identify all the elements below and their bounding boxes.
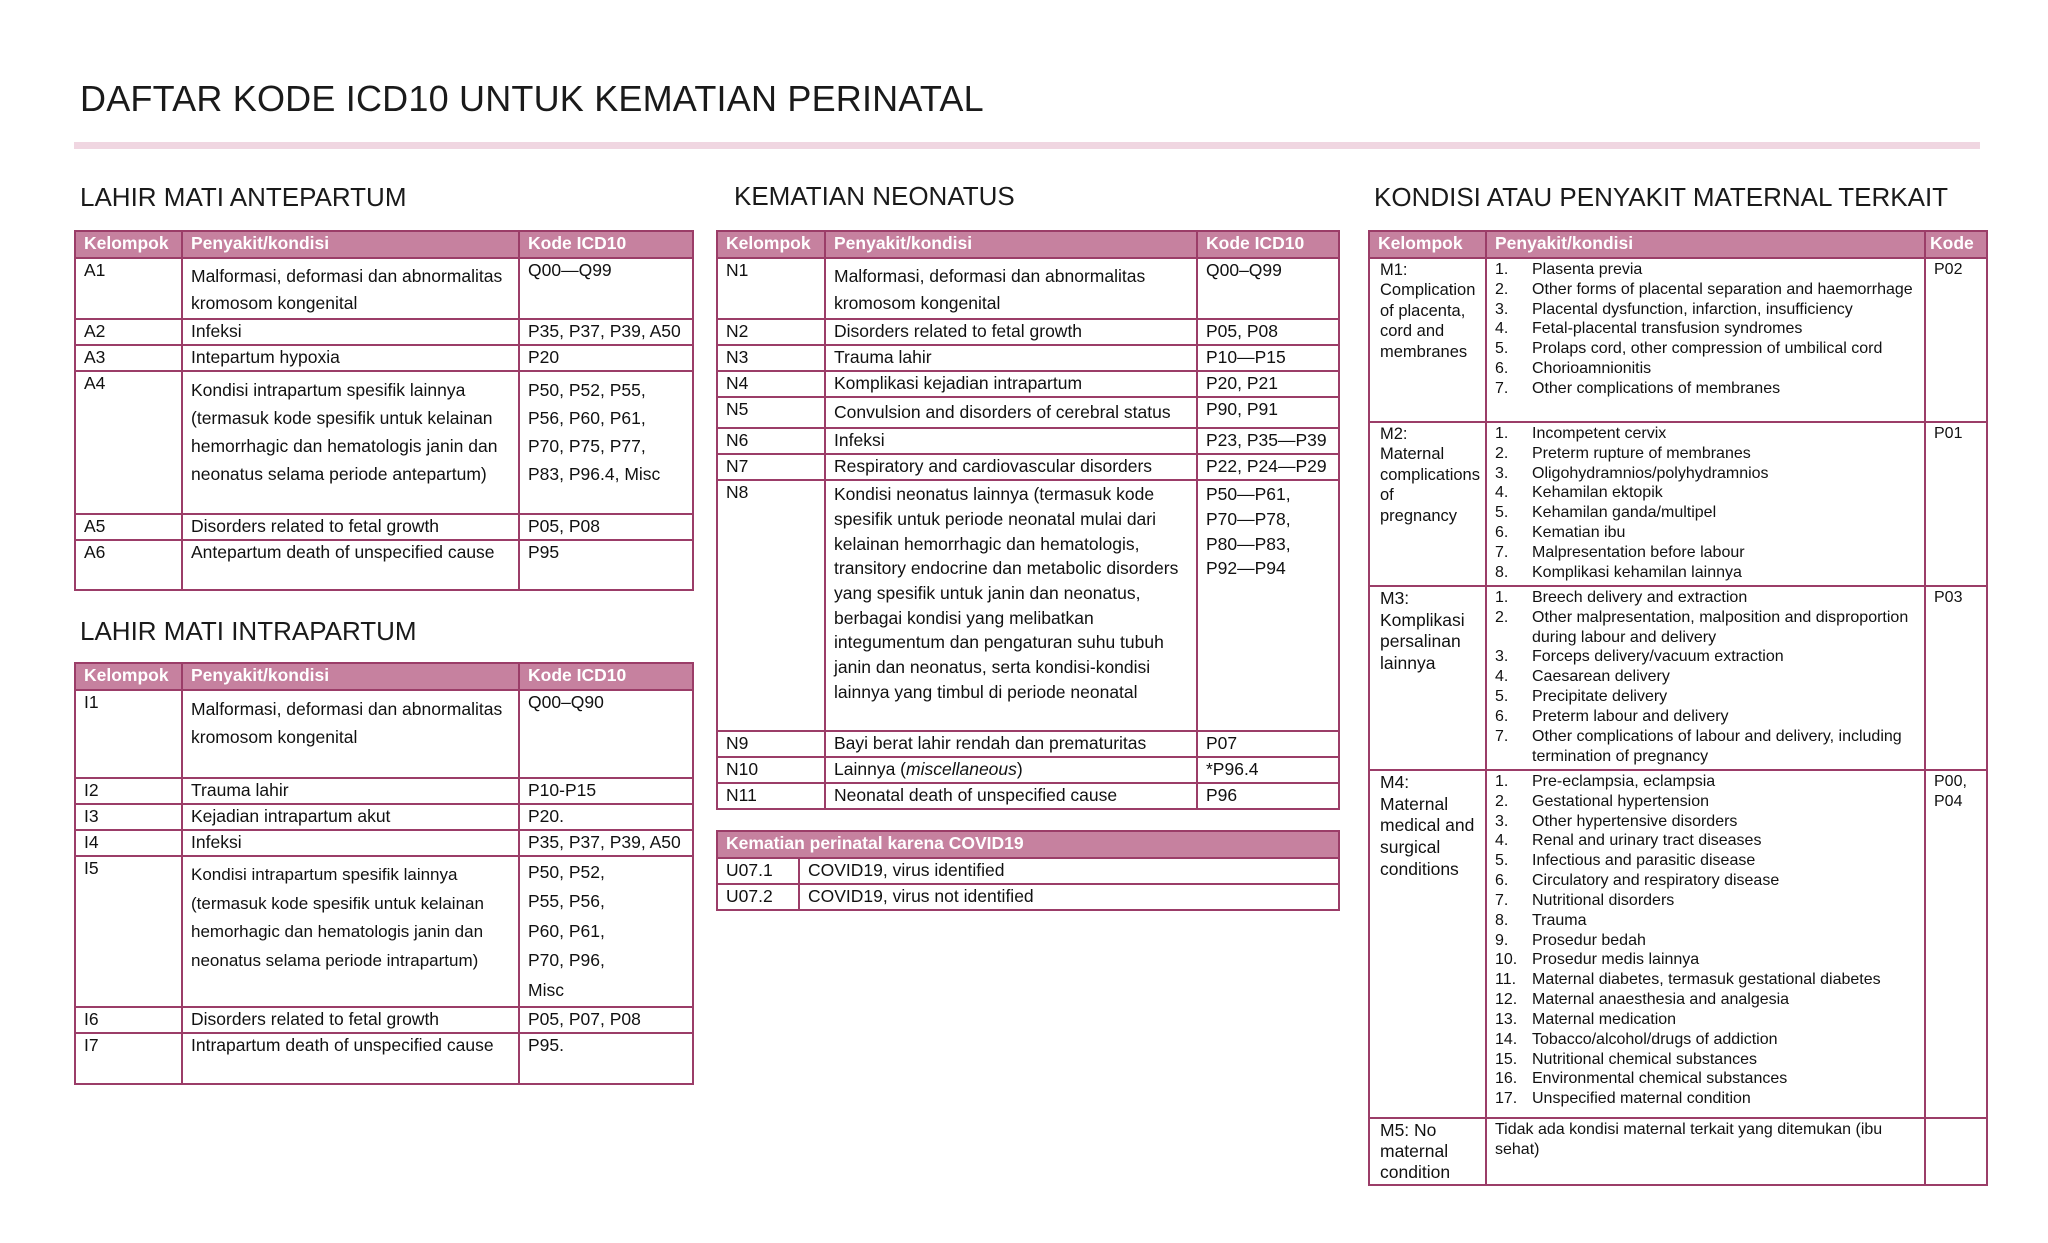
group-cell: I4 [75, 830, 182, 856]
item-number: 3. [1495, 648, 1509, 666]
code-cell: P20. [519, 804, 693, 830]
code-cell: P05, P07, P08 [519, 1007, 693, 1033]
covid-table-title: Kematian perinatal karena COVID19 [717, 831, 1339, 858]
item-text: Renal and urinary tract diseases [1532, 832, 1762, 850]
item-text: Environmental chemical substances [1532, 1070, 1788, 1088]
group-cell: N9 [717, 731, 825, 757]
item-number: 5. [1495, 688, 1509, 706]
header-penyakit: Penyakit/kondisi [182, 663, 519, 690]
code-cell: P07 [1197, 731, 1339, 757]
code-cell: P02 [1925, 258, 1987, 422]
page-title: DAFTAR KODE ICD10 UNTUK KEMATIAN PERINATAL [80, 78, 984, 119]
condition-italic-text: miscellaneous [906, 759, 1017, 780]
item-text: Plasenta previa [1532, 261, 1643, 278]
group-cell: N11 [717, 783, 825, 809]
table-row [1369, 258, 1987, 422]
list-item [1495, 1010, 1916, 1030]
header-penyakit: Penyakit/kondisi [825, 231, 1197, 258]
code-cell: Q00–Q90 [519, 690, 693, 778]
condition-cell: Neonatal death of unspecified cause [825, 783, 1197, 809]
item-number: 13. [1495, 1010, 1518, 1028]
condition-cell: Convulsion and disorders of cerebral status [825, 397, 1197, 428]
code-line: P50, P52, P55, [528, 380, 646, 401]
antepartum-table [74, 230, 694, 591]
item-number: 7. [1495, 379, 1509, 397]
item-number: 17. [1495, 1090, 1518, 1108]
table-row [75, 804, 693, 830]
condition-list [1495, 260, 1916, 399]
item-number: 1. [1495, 589, 1509, 606]
table-row [717, 319, 1339, 345]
list-item [1495, 483, 1916, 503]
condition-cell: Kondisi neonatus lainnya (termasuk kode spesifik untuk periode neonatal mulai dari kelainan hemorrhagic dan hematologis, transitory endocrine dan metabolic disorders yang spesifik untuk janin dan neonatus, berbagai kondisi yang melibatkan integumentum dan pengaturan suhu tubuh janin dan neonatus, serta kondisi-kondisi lainnya yang timbul di periode neonatal [825, 480, 1197, 731]
title-divider [74, 142, 1980, 149]
code-cell [1197, 480, 1339, 731]
group-cell: M2: Maternal complications of pregnancy [1369, 422, 1486, 586]
list-item [1495, 608, 1916, 648]
antepartum-title: LAHIR MATI ANTEPARTUM [80, 182, 407, 212]
code-cell: Q00–Q99 [1197, 258, 1339, 319]
condition-cell: Trauma lahir [182, 778, 519, 804]
table-row [717, 858, 1339, 884]
item-number: 7. [1495, 891, 1509, 909]
item-text: Prosedur bedah [1532, 931, 1646, 949]
code-line: P70, P75, P77, [528, 436, 646, 457]
code-line: P80—P83, [1206, 533, 1291, 554]
code-line: P50, P52, [528, 862, 605, 882]
condition-cell: Malformasi, deformasi dan abnormalitas kromosom kongenital [182, 258, 519, 319]
list-item [1495, 831, 1916, 851]
condition-list-cell [1486, 586, 1925, 770]
list-item [1495, 647, 1916, 667]
condition-list [1495, 588, 1916, 766]
condition-cell: Kondisi intrapartum spesifik lainnya (termasuk kode spesifik untuk kelainan hemorhagic dan hematologis janin dan neonatus selama periode intrapartum) [182, 856, 519, 1007]
item-text: Breech delivery and extraction [1532, 589, 1748, 606]
intrapartum-table [74, 662, 694, 1085]
item-number: 1. [1495, 261, 1509, 278]
item-number: 7. [1495, 727, 1509, 745]
condition-cell: Intrapartum death of unspecified cause [182, 1033, 519, 1084]
condition-list [1495, 424, 1916, 583]
group-cell: A4 [75, 371, 182, 514]
header-penyakit: Penyakit/kondisi [1486, 231, 1925, 258]
code-line: P56, P60, P61, [528, 408, 646, 429]
group-cell: A5 [75, 514, 182, 540]
item-text: Other hypertensive disorders [1532, 812, 1738, 830]
code-cell: Q00—Q99 [519, 258, 693, 319]
list-item [1495, 359, 1916, 379]
table-row [717, 731, 1339, 757]
group-cell: I6 [75, 1007, 182, 1033]
condition-cell: Kejadian intrapartum akut [182, 804, 519, 830]
item-number: 2. [1495, 608, 1509, 626]
item-number: 6. [1495, 707, 1509, 725]
list-item [1495, 990, 1916, 1010]
item-text: Fetal-placental transfusion syndromes [1532, 320, 1803, 338]
code-cell: P05, P08 [1197, 319, 1339, 345]
condition-text: Lainnya ( [834, 759, 906, 780]
item-text: Komplikasi kehamilan lainnya [1532, 563, 1742, 581]
item-text: Infectious and parasitic disease [1532, 852, 1756, 870]
group-cell: N2 [717, 319, 825, 345]
table-row [717, 454, 1339, 480]
item-number: 4. [1495, 832, 1509, 850]
condition-cell: Infeksi [825, 428, 1197, 454]
list-item [1495, 687, 1916, 707]
code-cell: P03 [1925, 586, 1987, 770]
table-row [75, 690, 693, 778]
group-cell: N1 [717, 258, 825, 319]
list-item [1495, 931, 1916, 951]
item-text: Other forms of placental separation and haemorrhage [1532, 280, 1913, 298]
code-cell: P35, P37, P39, A50 [519, 830, 693, 856]
item-number: 2. [1495, 280, 1509, 298]
item-text: Nutritional disorders [1532, 891, 1675, 909]
item-number: 3. [1495, 464, 1509, 482]
table-row [717, 258, 1339, 319]
code-line: P55, P56, [528, 891, 605, 912]
list-item [1495, 588, 1916, 608]
table-row [1369, 770, 1987, 1118]
code-cell: P90, P91 [1197, 397, 1339, 428]
group-cell: A1 [75, 258, 182, 319]
table-header-row [717, 231, 1339, 258]
table-row [75, 258, 693, 319]
group-cell: M1: Complication of placenta, cord and membranes [1369, 258, 1486, 422]
item-number: 1. [1495, 773, 1509, 790]
header-kelompok: Kelompok [75, 663, 182, 690]
code-cell: P20, P21 [1197, 371, 1339, 397]
header-kelompok: Kelompok [75, 231, 182, 258]
list-item [1495, 523, 1916, 543]
table-row [75, 1033, 693, 1084]
table-row [75, 856, 693, 1007]
item-number: 6. [1495, 360, 1509, 378]
condition-cell: Intepartum hypoxia [182, 345, 519, 371]
item-text: Malpresentation before labour [1532, 543, 1745, 561]
list-item [1495, 707, 1916, 727]
item-text: Chorioamnionitis [1532, 360, 1652, 378]
item-text: Trauma [1532, 911, 1587, 929]
item-text: Preterm rupture of membranes [1532, 444, 1751, 462]
header-kelompok: Kelompok [717, 231, 825, 258]
code-cell [1925, 1118, 1987, 1185]
item-number: 5. [1495, 504, 1509, 522]
code-cell: P95. [519, 1033, 693, 1084]
maternal-table [1368, 230, 1988, 1186]
item-text: Incompetent cervix [1532, 425, 1667, 442]
code-line: P70—P78, [1206, 508, 1291, 529]
table-row [1369, 422, 1987, 586]
condition-text: ) [1016, 759, 1023, 780]
item-number: 10. [1495, 951, 1518, 969]
list-item [1495, 891, 1916, 911]
list-item [1495, 424, 1916, 444]
condition-cell: Kondisi intrapartum spesifik lainnya (termasuk kode spesifik untuk kelainan hemorrhagic dan hematologis janin dan neonatus selama periode antepartum) [182, 371, 519, 514]
condition-list [1495, 772, 1916, 1109]
table-header-row [717, 831, 1339, 858]
item-text: Kehamilan ektopik [1532, 484, 1663, 502]
maternal-title: KONDISI ATAU PENYAKIT MATERNAL TERKAIT [1374, 182, 1949, 212]
condition-cell: Infeksi [182, 319, 519, 345]
table-row [717, 345, 1339, 371]
list-item [1495, 280, 1916, 300]
header-kode: Kode ICD10 [519, 231, 693, 258]
header-kelompok: Kelompok [1369, 231, 1486, 258]
list-item [1495, 950, 1916, 970]
condition-cell: Malformasi, deformasi dan abnormalitas kromosom kongenital [825, 258, 1197, 319]
condition-cell: Tidak ada kondisi maternal terkait yang ditemukan (ibu sehat) [1486, 1118, 1925, 1185]
neonatus-table [716, 230, 1340, 810]
condition-cell: Respiratory and cardiovascular disorders [825, 454, 1197, 480]
code-cell: P95 [519, 540, 693, 590]
group-cell: A3 [75, 345, 182, 371]
table-row [717, 783, 1339, 809]
item-text: Forceps delivery/vacuum extraction [1532, 648, 1784, 666]
item-number: 7. [1495, 543, 1509, 561]
condition-cell: Disorders related to fetal growth [182, 1007, 519, 1033]
item-text: Maternal medication [1532, 1010, 1677, 1028]
code-cell: P01 [1925, 422, 1987, 586]
group-cell: I1 [75, 690, 182, 778]
list-item [1495, 911, 1916, 931]
item-number: 2. [1495, 444, 1509, 462]
code-cell: P35, P37, P39, A50 [519, 319, 693, 345]
condition-cell: Malformasi, deformasi dan abnormalitas kromosom kongenital [182, 690, 519, 778]
table-row [717, 371, 1339, 397]
table-row [75, 371, 693, 514]
table-header-row [75, 231, 693, 258]
code-cell: P00, P04 [1925, 770, 1987, 1118]
list-item [1495, 444, 1916, 464]
group-cell: N3 [717, 345, 825, 371]
intrapartum-title: LAHIR MATI INTRAPARTUM [80, 616, 417, 646]
list-item [1495, 464, 1916, 484]
item-text: Other complications of membranes [1532, 379, 1781, 397]
item-text: Preterm labour and delivery [1532, 707, 1729, 725]
item-number: 4. [1495, 484, 1509, 502]
table-row [717, 428, 1339, 454]
item-number: 15. [1495, 1050, 1518, 1068]
table-row [75, 830, 693, 856]
list-item [1495, 1030, 1916, 1050]
condition-cell: Infeksi [182, 830, 519, 856]
group-cell: A6 [75, 540, 182, 590]
list-item [1495, 970, 1916, 990]
table-row [75, 540, 693, 590]
group-cell: I3 [75, 804, 182, 830]
code-cell: P96 [1197, 783, 1339, 809]
item-text: Prosedur medis lainnya [1532, 951, 1700, 969]
code-line: Misc [528, 979, 564, 1000]
table-row [717, 757, 1339, 783]
item-number: 12. [1495, 991, 1518, 1009]
item-number: 16. [1495, 1070, 1518, 1088]
list-item [1495, 260, 1916, 280]
item-number: 6. [1495, 524, 1509, 542]
list-item [1495, 772, 1916, 792]
group-cell: N8 [717, 480, 825, 731]
item-number: 2. [1495, 792, 1509, 810]
list-item [1495, 727, 1916, 767]
header-kode: Kode ICD10 [1197, 231, 1339, 258]
code-cell: P22, P24—P29 [1197, 454, 1339, 480]
item-text: Circulatory and respiratory disease [1532, 872, 1780, 890]
item-text: Nutritional chemical substances [1532, 1050, 1757, 1068]
condition-cell: Trauma lahir [825, 345, 1197, 371]
condition-cell [825, 757, 1197, 783]
item-text: Prolaps cord, other compression of umbilical cord [1532, 340, 1883, 358]
table-row [1369, 586, 1987, 770]
condition-cell: Komplikasi kejadian intrapartum [825, 371, 1197, 397]
condition-cell: Disorders related to fetal growth [182, 514, 519, 540]
header-kode: Kode ICD10 [519, 663, 693, 690]
code-cell: P10-P15 [519, 778, 693, 804]
condition-list-cell [1486, 422, 1925, 586]
list-item [1495, 1050, 1916, 1070]
code-cell: *P96.4 [1197, 757, 1339, 783]
group-cell: I2 [75, 778, 182, 804]
condition-cell: Bayi berat lahir rendah dan prematuritas [825, 731, 1197, 757]
list-item [1495, 871, 1916, 891]
code-line: P70, P96, [528, 950, 605, 971]
list-item [1495, 379, 1916, 399]
condition-cell: COVID19, virus identified [799, 858, 1339, 884]
item-text: Kematian ibu [1532, 524, 1626, 542]
item-number: 6. [1495, 872, 1509, 890]
code-line: P83, P96.4, Misc [528, 464, 661, 485]
list-item [1495, 851, 1916, 871]
covid-table [716, 830, 1340, 911]
table-row [75, 345, 693, 371]
item-number: 8. [1495, 911, 1509, 929]
item-number: 14. [1495, 1030, 1518, 1048]
code-cell [519, 371, 693, 514]
item-number: 1. [1495, 425, 1509, 442]
item-text: Placental dysfunction, infarction, insufficiency [1532, 300, 1853, 318]
header-penyakit: Penyakit/kondisi [182, 231, 519, 258]
item-text: Maternal diabetes, termasuk gestational diabetes [1532, 971, 1881, 989]
list-item [1495, 1089, 1916, 1109]
table-row [75, 514, 693, 540]
group-cell: N10 [717, 757, 825, 783]
item-number: 4. [1495, 668, 1509, 686]
table-row [717, 397, 1339, 428]
code-line: P60, P61, [528, 920, 605, 941]
item-number: 4. [1495, 320, 1509, 338]
table-row [75, 778, 693, 804]
list-item [1495, 503, 1916, 523]
list-item [1495, 319, 1916, 339]
table-row [75, 319, 693, 345]
group-cell: I7 [75, 1033, 182, 1084]
table-row [717, 884, 1339, 910]
item-number: 3. [1495, 300, 1509, 318]
header-kode: Kode [1925, 231, 1987, 258]
item-text: Precipitate delivery [1532, 688, 1668, 706]
table-row [1369, 1118, 1987, 1185]
code-line: P50—P61, [1206, 484, 1291, 505]
item-text: Pre-eclampsia, eclampsia [1532, 773, 1716, 790]
item-text: Unspecified maternal condition [1532, 1090, 1751, 1108]
code-cell: U07.2 [717, 884, 799, 910]
item-number: 11. [1495, 971, 1517, 989]
item-text: Other malpresentation, malposition and disproportion during labour and delivery [1532, 608, 1909, 646]
list-item [1495, 667, 1916, 687]
group-cell: M5: No maternal condition [1369, 1118, 1486, 1185]
list-item [1495, 339, 1916, 359]
item-text: Tobacco/alcohol/drugs of addiction [1532, 1030, 1778, 1048]
code-cell: P23, P35—P39 [1197, 428, 1339, 454]
item-number: 3. [1495, 812, 1509, 830]
list-item [1495, 300, 1916, 320]
table-header-row [1369, 231, 1987, 258]
item-text: Other complications of labour and delivery, including termination of pregnancy [1532, 727, 1902, 765]
group-cell: N7 [717, 454, 825, 480]
table-header-row [75, 663, 693, 690]
code-cell: P10—P15 [1197, 345, 1339, 371]
item-text: Gestational hypertension [1532, 792, 1709, 810]
group-cell: N6 [717, 428, 825, 454]
item-number: 5. [1495, 340, 1509, 358]
list-item [1495, 543, 1916, 563]
list-item [1495, 812, 1916, 832]
item-text: Oligohydramnios/polyhydramnios [1532, 464, 1769, 482]
item-text: Kehamilan ganda/multipel [1532, 504, 1717, 522]
neonatus-title: KEMATIAN NEONATUS [734, 181, 1015, 211]
code-cell [519, 856, 693, 1007]
group-cell: A2 [75, 319, 182, 345]
condition-cell: Antepartum death of unspecified cause [182, 540, 519, 590]
list-item [1495, 792, 1916, 812]
group-cell: M4: Maternal medical and surgical conditions [1369, 770, 1486, 1118]
group-cell: M3: Komplikasi persalinan lainnya [1369, 586, 1486, 770]
condition-list-cell [1486, 258, 1925, 422]
condition-cell: Disorders related to fetal growth [825, 319, 1197, 345]
item-number: 5. [1495, 852, 1509, 870]
code-cell: P20 [519, 345, 693, 371]
group-cell: N4 [717, 371, 825, 397]
condition-cell: COVID19, virus not identified [799, 884, 1339, 910]
condition-list-cell [1486, 770, 1925, 1118]
item-number: 8. [1495, 563, 1509, 581]
table-row [75, 1007, 693, 1033]
table-row [717, 480, 1339, 731]
item-text: Caesarean delivery [1532, 668, 1670, 686]
group-cell: N5 [717, 397, 825, 428]
list-item [1495, 563, 1916, 583]
code-cell: U07.1 [717, 858, 799, 884]
list-item [1495, 1069, 1916, 1089]
code-cell: P05, P08 [519, 514, 693, 540]
item-text: Maternal anaesthesia and analgesia [1532, 991, 1790, 1009]
group-cell: I5 [75, 856, 182, 1007]
item-number: 9. [1495, 931, 1509, 949]
code-line: P92—P94 [1206, 558, 1286, 579]
